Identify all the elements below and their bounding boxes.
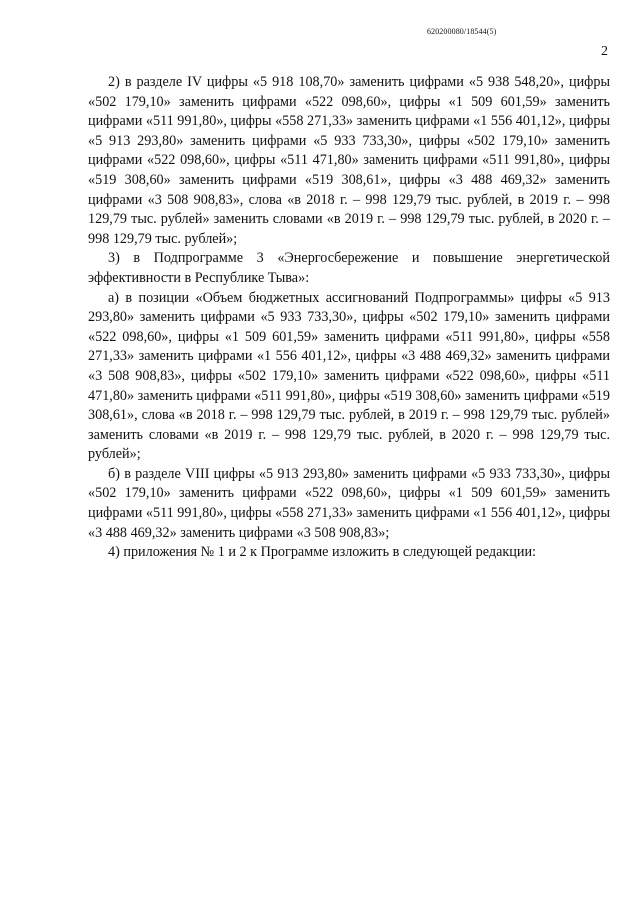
paragraph-item-b: б) в разделе VIII цифры «5 913 293,80» заменить цифрами «5 933 733,30», цифры «502 179,10» заменить цифрами «522 098,60», цифры «1 509 601,59» заменить цифрами «511 991,80», цифры «558 271,33» заменить цифрами «1 556 401,12», цифры «3 488 469,32» заменить цифрами «3 508 908,83»;: [88, 465, 610, 541]
paragraph-section-iv: 2) в разделе IV цифры «5 918 108,70» заменить цифрами «5 938 548,20», цифры «502 179,10» заменить цифрами «522 098,60», цифры «1 509 601,59» заменить цифрами «511 991,80», цифры «558 271,33» заменить цифрами «1 556 401,12», цифры «5 913 293,80» заменить цифрами «5 933 733,30», цифры «502 179,10» заменить цифрами «522 098,60», цифры «511 471,80» заменить цифрами «511 991,80», цифры «519 308,60» заменить цифрами «519 308,61», цифры «3 488 469,32» заменить цифрами «3 508 908,83», слова «в 2018 г. – 998 129,79 тыс. рублей, в 2019 г. – 998 129,79 тыс. рублей» заменить словами «в 2019 г. – 998 129,79 тыс. рублей, в 2020 г. – 998 129,79 тыс. рублей»;: [88, 74, 610, 247]
page-number: 2: [601, 44, 608, 59]
paragraph-appendices: 4) приложения № 1 и 2 к Программе изложить в следующей редакции:: [108, 544, 536, 561]
paragraph-subprogram-3: 3) в Подпрограмме 3 «Энергосбережение и повышение энергетической эффективности в Республике Тыва»:: [88, 250, 610, 286]
document-body: [88, 73, 610, 563]
paragraph-item-a: а) в позиции «Объем бюджетных ассигнований Подпрограммы» цифры «5 913 293,80» заменить цифрами «5 933 733,30», цифры «502 179,10» заменить цифрами «522 098,60», цифры «1 509 601,59» заменить цифрами «511 991,80», цифры «558 271,33» заменить цифрами «1 556 401,12», цифры «3 488 469,32» заменить цифрами «3 508 908,83», цифры «502 179,10» заменить цифрами «522 098,60», цифры «511 471,80» заменить цифрами «511 991,80», цифры «519 308,60» заменить цифрами «519 308,61», слова «в 2018 г. – 998 129,79 тыс. рублей, в 2019 г. – 998 129,79 тыс. рублей» заменить словами «в 2019 г. – 998 129,79 тыс. рублей, в 2020 г. – 998 129,79 тыс. рублей»;: [88, 289, 610, 463]
document-code: 620200080/18544(5): [427, 27, 497, 36]
